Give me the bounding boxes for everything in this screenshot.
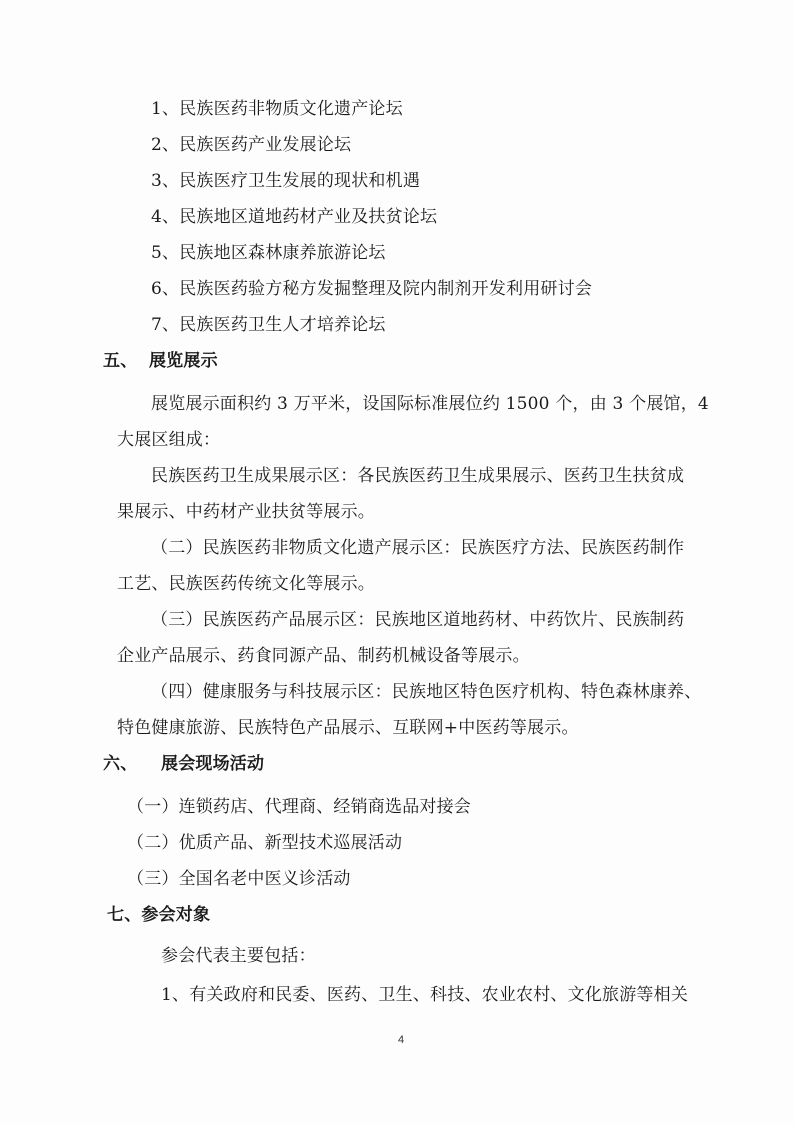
activity-item-3: （三）全国名老中医义诊活动 bbox=[127, 869, 351, 889]
zone1-line1: 民族医药卫生成果展示区：各民族医药卫生成果展示、医药卫生扶贫成 bbox=[151, 466, 685, 486]
zone1-line2: 果展示、中药材产业扶贫等展示。 bbox=[117, 502, 375, 522]
section5-intro-line1: 展览展示面积约 3 万平米，设国际标准展位约 1500 个，由 3 个展馆，4 bbox=[151, 394, 709, 414]
forum-item-4: 4、民族地区道地药材产业及扶贫论坛 bbox=[151, 207, 438, 227]
forum-item-7: 7、民族医药卫生人才培养论坛 bbox=[151, 315, 386, 335]
forum-item-3: 3、民族医疗卫生发展的现状和机遇 bbox=[151, 171, 421, 191]
activity-item-2: （二）优质产品、新型技术巡展活动 bbox=[127, 833, 403, 853]
forum-item-5: 5、民族地区森林康养旅游论坛 bbox=[151, 243, 386, 263]
forum-item-6: 6、民族医药验方秘方发掘整理及院内制剂开发利用研讨会 bbox=[151, 279, 593, 299]
section7-item-1: 1、有关政府和民委、医药、卫生、科技、农业农村、文化旅游等相关 bbox=[161, 985, 689, 1005]
section6-number: 六、 bbox=[103, 754, 138, 774]
zone3-line2: 企业产品展示、药食同源产品、制药机械设备等展示。 bbox=[117, 646, 530, 666]
zone3-line1: （三）民族医药产品展示区：民族地区道地药材、中药饮片、民族制药 bbox=[151, 610, 685, 630]
forum-item-2: 2、民族医药产业发展论坛 bbox=[151, 135, 352, 155]
section5-number: 五、 bbox=[103, 351, 138, 371]
zone2-line1: （二）民族医药非物质文化遗产展示区：民族医疗方法、民族医药制作 bbox=[151, 538, 685, 558]
section5-title: 展览展示 bbox=[149, 351, 218, 371]
section7-intro: 参会代表主要包括： bbox=[161, 946, 316, 966]
page-number: 4 bbox=[398, 1034, 405, 1046]
zone2-line2: 工艺、民族医药传统文化等展示。 bbox=[117, 574, 375, 594]
zone4-line2: 特色健康旅游、民族特色产品展示、互联网+中医药等展示。 bbox=[117, 718, 579, 738]
activity-item-1: （一）连锁药店、代理商、经销商选品对接会 bbox=[127, 797, 471, 817]
section5-intro-line2: 大展区组成： bbox=[117, 430, 221, 450]
zone4-line1: （四）健康服务与科技展示区：民族地区特色医疗机构、特色森林康养、 bbox=[151, 682, 702, 702]
section7-heading: 七、参会对象 bbox=[107, 905, 211, 925]
forum-item-1: 1、民族医药非物质文化遗产论坛 bbox=[151, 99, 403, 119]
section6-title: 展会现场活动 bbox=[161, 754, 265, 774]
